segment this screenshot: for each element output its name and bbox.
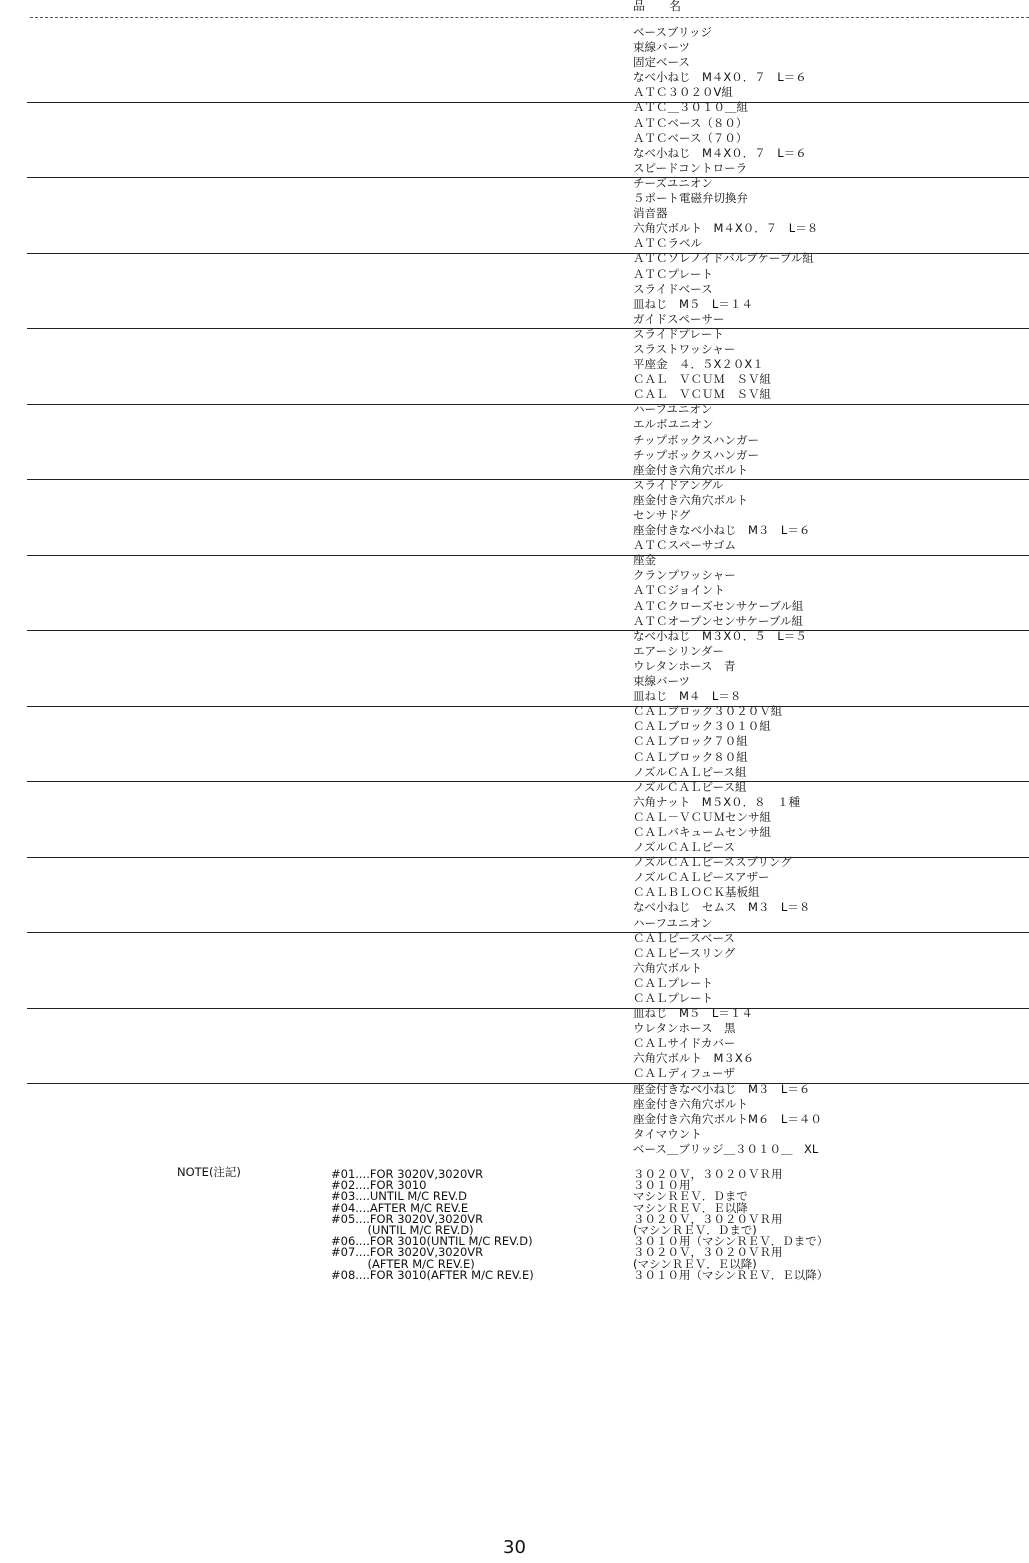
part-row: ＣＡＬバキュームセンサ組 bbox=[633, 824, 771, 839]
part-row: 皿ねじ M５ L＝１４ bbox=[633, 296, 753, 311]
group-separator bbox=[27, 857, 1029, 858]
part-row: ＡＴＣプレート bbox=[633, 266, 714, 281]
part-row: スライドアングル bbox=[633, 477, 724, 492]
part-row: スライドプレート bbox=[633, 326, 724, 341]
part-row: ＣＡＬブロック３０２０Ｖ組 bbox=[633, 704, 783, 719]
part-group bbox=[633, 251, 1029, 326]
part-name-header: 品 名 bbox=[633, 0, 688, 13]
part-group bbox=[633, 704, 1029, 779]
part-row: 六角穴ボルト bbox=[633, 960, 702, 975]
note-japanese-line: ３０１０用（マシンＲＥＶ．Ｅ以降） bbox=[633, 1267, 829, 1282]
part-row: チップボックスハンガー bbox=[633, 447, 760, 462]
part-row: ノズルＣＡＬピースアザー bbox=[633, 870, 770, 885]
part-row: ＣＡＬ ＶＣＵＭ ＳＶ組 bbox=[633, 387, 771, 402]
part-row: スピードコントローラ bbox=[633, 160, 748, 175]
part-row: 六角ナット M５X０．８ １種 bbox=[633, 794, 801, 809]
part-row: 固定ベース bbox=[633, 55, 690, 70]
note-english-line: (UNTIL M/C REV.D) bbox=[331, 1222, 474, 1237]
part-row: ＣＡＬピースベース bbox=[633, 930, 735, 945]
group-separator bbox=[27, 479, 1029, 480]
group-separator bbox=[27, 102, 1029, 103]
part-row: ベース＿ブリッジ＿３０１０＿ XL bbox=[633, 1141, 819, 1156]
part-row: ＡＴＣラベル bbox=[633, 236, 702, 251]
note-english-line: #05....FOR 3020V,3020VR bbox=[331, 1211, 484, 1226]
part-group bbox=[633, 100, 1029, 175]
part-row: なべ小ねじ M４X０．７ L＝６ bbox=[633, 145, 807, 160]
part-row: ＡＴＣクローズセンサケーブル組 bbox=[633, 598, 804, 613]
part-group bbox=[633, 402, 1029, 477]
part-group bbox=[633, 1082, 1029, 1157]
part-row: クランプワッシャー bbox=[633, 568, 736, 583]
notes-japanese bbox=[633, 1169, 828, 1281]
note-japanese-line: マシンＲＥＶ．Ｅ以降 bbox=[633, 1200, 748, 1215]
notes-label: NOTE(注記) bbox=[177, 1165, 241, 1179]
group-separator bbox=[27, 932, 1029, 933]
group-separator bbox=[27, 177, 1029, 178]
part-row: センサドグ bbox=[633, 508, 691, 522]
part-row: スラストワッシャー bbox=[633, 341, 736, 356]
part-row: ウレタンホース 青 bbox=[633, 658, 736, 673]
part-row: なべ小ねじ M４X０．７ L＝６ bbox=[633, 70, 807, 85]
note-english-line: #08....FOR 3010(AFTER M/C REV.E) bbox=[331, 1267, 534, 1282]
part-group bbox=[633, 553, 1029, 628]
part-row: ＡＴＣベース（８０） bbox=[633, 115, 748, 130]
part-row: ハーフユニオン bbox=[633, 402, 713, 417]
part-row: 座金付き六角穴ボルト bbox=[633, 1096, 748, 1111]
part-group bbox=[633, 629, 1029, 704]
part-group bbox=[633, 176, 1029, 251]
header-dashed-rule bbox=[30, 17, 1029, 18]
part-row: ベースブリッジ bbox=[633, 25, 713, 39]
part-row: 平座金 ４．５X２０X１ bbox=[633, 357, 764, 372]
note-japanese-line: ３０２０Ｖ，３０２０ＶＲ用 bbox=[633, 1245, 783, 1260]
part-row: 六角穴ボルト M４X０．７ L＝８ bbox=[633, 221, 819, 236]
part-row: 座金付き六角穴ボルトM６ L＝４０ bbox=[633, 1111, 822, 1126]
note-japanese-line: ３０１０用（マシンＲＥＶ．Ｄまで） bbox=[633, 1234, 829, 1249]
part-group bbox=[633, 25, 1029, 100]
part-row: ウレタンホース 黒 bbox=[633, 1021, 736, 1036]
part-row: 皿ねじ M５ L＝１４ bbox=[633, 1006, 753, 1021]
part-group bbox=[633, 855, 1029, 930]
part-row: ＣＡＬブロック８０組 bbox=[633, 749, 748, 764]
part-row: なべ小ねじ M３X０．５ L＝５ bbox=[633, 628, 807, 643]
part-row: 座金付きなべ小ねじ M３ L＝６ bbox=[633, 523, 811, 538]
part-row: ＡＴＣベース（７０） bbox=[633, 130, 748, 145]
note-japanese-line: ３０２０Ｖ，３０２０ＶＲ用 bbox=[633, 1211, 783, 1226]
part-row: チップボックスハンガー bbox=[633, 432, 760, 447]
part-row: エアーシリンダー bbox=[633, 643, 724, 658]
group-separator bbox=[27, 781, 1029, 782]
group-separator bbox=[27, 630, 1029, 631]
part-row: ＡＴＣソレノイドバルブケーブル組 bbox=[633, 251, 814, 266]
part-row: ＣＡＬディフューザ bbox=[633, 1066, 736, 1081]
group-separator bbox=[27, 1083, 1029, 1084]
note-japanese-line: マシンＲＥＶ．Ｄまで bbox=[633, 1189, 748, 1204]
part-row: ノズルＣＡＬピース bbox=[633, 840, 736, 855]
page-number: 30 bbox=[503, 1537, 526, 1558]
part-row: ハーフユニオン bbox=[633, 915, 713, 930]
part-row: ＣＡＬピースリング bbox=[633, 945, 736, 960]
part-row: ＡＴＣ＿３０１０＿組 bbox=[633, 100, 748, 115]
part-row: 皿ねじ M４ L＝８ bbox=[633, 689, 742, 704]
part-row: 座金付き六角穴ボルト bbox=[633, 462, 748, 477]
part-row: ＣＡＬ ＶＣＵＭ ＳＶ組 bbox=[633, 372, 771, 387]
part-row: 六角穴ボルト M３X６ bbox=[633, 1051, 755, 1066]
notes-english bbox=[331, 1169, 534, 1281]
group-separator bbox=[27, 706, 1029, 707]
part-row: ＣＡＬプレート bbox=[633, 975, 714, 990]
part-row: なべ小ねじ セムス M３ L＝８ bbox=[633, 900, 811, 915]
note-english-line: #04....AFTER M/C REV.E bbox=[331, 1200, 469, 1215]
group-separator bbox=[27, 328, 1029, 329]
part-row: ＣＡＬＢＬＯＣＫ基板組 bbox=[633, 885, 760, 900]
part-row: ＣＡＬサイドカバー bbox=[633, 1036, 736, 1051]
part-row: ＣＡＬブロック３０１０組 bbox=[633, 719, 771, 734]
part-group bbox=[633, 478, 1029, 553]
part-row: ＡＴＣジョイント bbox=[633, 583, 725, 598]
part-group bbox=[633, 327, 1029, 402]
note-english-line: #06....FOR 3010(UNTIL M/C REV.D) bbox=[331, 1234, 533, 1249]
part-row: スライドベース bbox=[633, 281, 713, 296]
group-separator bbox=[27, 404, 1029, 405]
part-row: ノズルＣＡＬピース組 bbox=[633, 764, 747, 779]
part-row: 束線バーツ bbox=[633, 674, 691, 689]
note-english-line: #02....FOR 3010 bbox=[331, 1178, 427, 1193]
part-row: ５ポート電磁弁切換弁 bbox=[633, 191, 748, 206]
note-english-line: #03....UNTIL M/C REV.D bbox=[331, 1189, 468, 1204]
note-japanese-line: (マシンＲＥＶ．Ｅ以降) bbox=[633, 1256, 757, 1271]
part-row: エルボユニオン bbox=[633, 417, 714, 432]
part-row: タイマウント bbox=[633, 1126, 702, 1141]
part-row: ＣＡＬプレート bbox=[633, 991, 714, 1005]
part-row: 消音器 bbox=[633, 206, 668, 221]
part-group bbox=[633, 1006, 1029, 1081]
part-row: チーズユニオン bbox=[633, 175, 713, 190]
part-row: ＣＡＬ－ＶＣＵＭセンサ組 bbox=[633, 809, 771, 824]
parts-list bbox=[633, 25, 1029, 1157]
part-row: 座金付き六角穴ボルト bbox=[633, 492, 748, 507]
note-japanese-line: ３０１０用 bbox=[633, 1178, 691, 1193]
part-row: ＣＡＬブロック７０組 bbox=[633, 734, 748, 749]
part-row: ノズルＣＡＬピース組 bbox=[633, 779, 747, 794]
group-separator bbox=[27, 1008, 1029, 1009]
part-group bbox=[633, 931, 1029, 1006]
part-group bbox=[633, 780, 1029, 855]
part-row: ＡＴＣスペーサゴム bbox=[633, 538, 737, 553]
part-row: 束線バーツ bbox=[633, 40, 691, 55]
part-row: 座金付きなべ小ねじ M３ L＝６ bbox=[633, 1081, 811, 1096]
group-separator bbox=[27, 555, 1029, 556]
part-row: 座金 bbox=[633, 553, 656, 568]
part-row: ＡＴＣ３０２０V組 bbox=[633, 85, 733, 100]
note-japanese-line: ３０２０Ｖ，３０２０ＶＲ用 bbox=[633, 1167, 783, 1181]
part-row: ＡＴＣオープンセンサケーブル組 bbox=[633, 613, 803, 628]
part-row: ノズルＣＡＬピーススプリング bbox=[633, 855, 792, 870]
group-separator bbox=[27, 253, 1029, 254]
note-english-line: #07....FOR 3020V,3020VR bbox=[331, 1245, 484, 1260]
part-row: ガイドスペーサー bbox=[633, 311, 725, 326]
note-english-line: (AFTER M/C REV.E) bbox=[331, 1256, 475, 1271]
note-english-line: #01....FOR 3020V,3020VR bbox=[331, 1167, 484, 1181]
note-japanese-line: (マシンＲＥＶ．Ｄまで) bbox=[633, 1222, 757, 1237]
